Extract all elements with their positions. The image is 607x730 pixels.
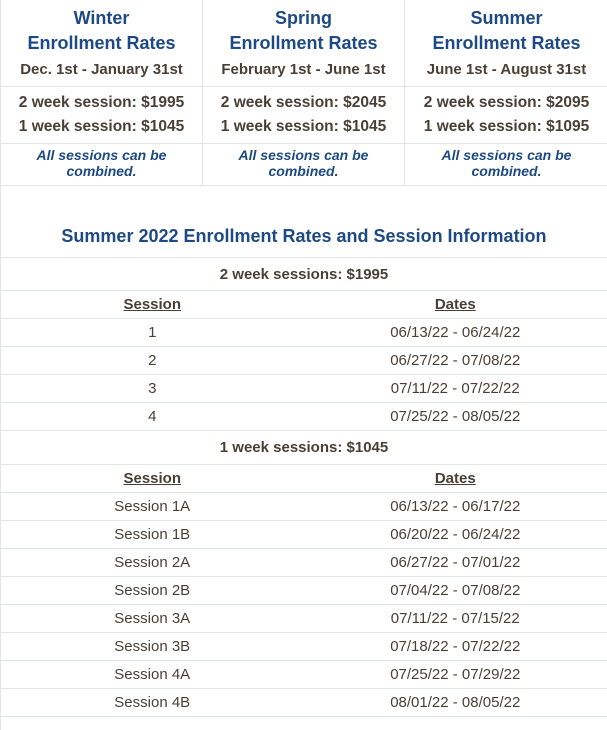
table-row <box>1 319 607 347</box>
summer-header <box>405 0 607 87</box>
note-line2: combined. <box>268 163 339 179</box>
one-week-price: 1 week session: $1095 <box>423 118 590 135</box>
seasonal-rates-table <box>1 0 607 186</box>
winter-rates-column <box>1 0 203 185</box>
two-week-price: 2 week session: $2045 <box>220 94 387 111</box>
dates-cell: 07/04/22 - 07/08/22 <box>390 582 521 599</box>
spring-prices <box>203 87 404 144</box>
one-week-price: 1 week session: $1045 <box>220 118 387 135</box>
dates-cell: 06/20/22 - 06/24/22 <box>390 526 521 543</box>
dates-cell: 06/13/22 - 06/17/22 <box>390 498 521 515</box>
session-cell: Session 4A <box>114 666 191 683</box>
table-row <box>1 661 607 689</box>
session-column-header: Session <box>123 296 182 313</box>
dates-cell: 07/11/22 - 07/15/22 <box>390 610 520 627</box>
session-cell: Session 2B <box>114 582 191 599</box>
winter-prices <box>1 87 202 144</box>
dates-column-header: Dates <box>434 470 476 487</box>
spring-note <box>203 144 404 185</box>
spring-header <box>203 0 404 87</box>
spring-rates-column <box>203 0 405 185</box>
session-cell: Session 1A <box>114 498 191 515</box>
season-dates: February 1st - June 1st <box>221 61 386 78</box>
two-week-price: 2 week session: $2095 <box>423 94 590 111</box>
session-cell: 4 <box>148 408 157 425</box>
table-row <box>1 493 607 521</box>
summer-sessions-table <box>1 186 607 717</box>
session-cell: 2 <box>148 352 157 369</box>
season-title-line1: Winter <box>73 8 130 28</box>
two-week-price: 2 week session: $1995 <box>18 94 185 111</box>
session-cell: Session 1B <box>114 526 191 543</box>
dates-cell: 06/27/22 - 07/01/22 <box>390 554 521 571</box>
two-week-group-heading: 2 week sessions: $1995 <box>1 258 607 291</box>
session-cell: Session 3A <box>114 610 191 627</box>
session-column-header: Session <box>123 470 182 487</box>
note-line1: All sessions can be <box>238 147 369 163</box>
one-week-group-heading: 1 week sessions: $1045 <box>1 431 607 465</box>
summer-rates-column <box>405 0 607 185</box>
dates-cell: 06/13/22 - 06/24/22 <box>390 324 521 341</box>
table-column-headers <box>1 291 607 319</box>
table-row <box>1 689 607 717</box>
table-row <box>1 633 607 661</box>
winter-header <box>1 0 202 87</box>
season-dates: Dec. 1st - January 31st <box>20 61 183 78</box>
session-cell: 3 <box>148 380 157 397</box>
dates-cell: 06/27/22 - 07/08/22 <box>390 352 521 369</box>
note-line2: combined. <box>471 163 542 179</box>
table-row <box>1 375 607 403</box>
note-line1: All sessions can be <box>36 147 167 163</box>
dates-cell: 07/25/22 - 07/29/22 <box>390 666 521 683</box>
session-cell: 1 <box>148 324 157 341</box>
season-title-line2: Enrollment Rates <box>27 33 176 53</box>
season-title-line1: Summer <box>470 8 543 28</box>
dates-column-header: Dates <box>434 296 476 313</box>
session-cell: Session 4B <box>114 694 191 711</box>
dates-cell: 07/25/22 - 08/05/22 <box>390 408 521 425</box>
season-dates: June 1st - August 31st <box>426 61 587 78</box>
one-week-price: 1 week session: $1045 <box>18 118 185 135</box>
summer-sessions-title: Summer 2022 Enrollment Rates and Session Information <box>1 186 607 258</box>
note-line1: All sessions can be <box>441 147 572 163</box>
dates-cell: 07/11/22 - 07/22/22 <box>390 380 520 397</box>
table-row <box>1 521 607 549</box>
table-row <box>1 549 607 577</box>
season-title-line2: Enrollment Rates <box>229 33 378 53</box>
table-column-headers <box>1 465 607 493</box>
table-row <box>1 347 607 375</box>
dates-cell: 08/01/22 - 08/05/22 <box>390 694 521 711</box>
table-row <box>1 577 607 605</box>
winter-note <box>1 144 202 185</box>
session-cell: Session 3B <box>114 638 191 655</box>
table-row <box>1 605 607 633</box>
dates-cell: 07/18/22 - 07/22/22 <box>390 638 521 655</box>
note-line2: combined. <box>66 163 137 179</box>
season-title-line1: Spring <box>275 8 332 28</box>
summer-note <box>405 144 607 185</box>
session-cell: Session 2A <box>114 554 191 571</box>
summer-prices <box>405 87 607 144</box>
table-row <box>1 403 607 431</box>
season-title-line2: Enrollment Rates <box>432 33 581 53</box>
